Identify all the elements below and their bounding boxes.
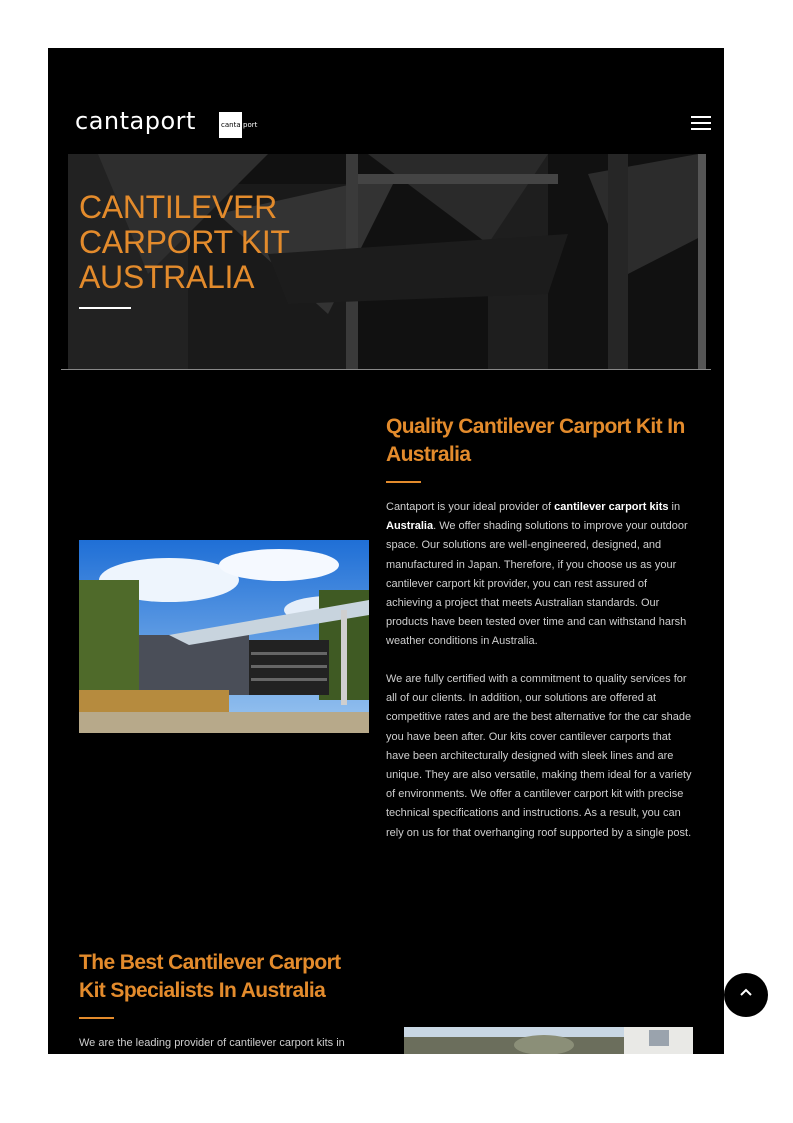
section2-title: The Best Cantilever Carport Kit Specialists In Australia — [79, 951, 341, 1002]
section1-paragraph-2: We are fully certified with a commitment to quality services for all of our clients. In addition, our solutions are offered at competitive rates and are the best alternative for the car shade you have been after. Our kits cover cantilever carports that have been architecturally designed with sleek lines and are unique. They are also versatile, making them ideal for a variety of environments. We offer a cantilever carport kit with precise technical specifications and instructions. As a result, you can rely on us for that overhanging roof supported by a single post. — [386, 673, 692, 839]
logo-mark-text-b: port — [243, 121, 258, 129]
section2-divider — [79, 1017, 114, 1019]
logo-mark[interactable] — [219, 112, 259, 138]
logo[interactable]: cantaport — [75, 107, 196, 135]
scroll-to-top-button[interactable] — [724, 973, 768, 1017]
hero-bottom-line — [61, 369, 711, 370]
logo-mark-text-a: canta — [221, 121, 241, 129]
section1-title: Quality Cantilever Carport Kit In Australia — [386, 415, 685, 466]
carport-photo — [79, 540, 369, 733]
section1-paragraph-1: Cantaport is your ideal provider of cantilever carport kits in Australia. We offer shading solutions to improve your outdoor space. Our solutions are well-engineered, designed, and manufactured in Japan. Therefore, if you choose us as your cantilever carport kit provider, you can rest assured of achieving a project that meets Australian standards. Our products have been tested over time and can withstand harsh weather conditions in Australia. — [386, 501, 688, 648]
section2-paragraph-1: We are the leading provider of cantilever carport kits in — [79, 1037, 345, 1049]
page-frame — [48, 48, 724, 1054]
carport-photo-2 — [404, 1027, 693, 1054]
section1-divider — [386, 481, 421, 483]
hero-title: CANTILEVER CARPORT KIT AUSTRALIA — [79, 189, 290, 295]
hero-divider — [79, 307, 131, 309]
chevron-up-icon — [739, 987, 753, 997]
hamburger-icon[interactable] — [691, 116, 711, 132]
site-header — [48, 96, 724, 152]
